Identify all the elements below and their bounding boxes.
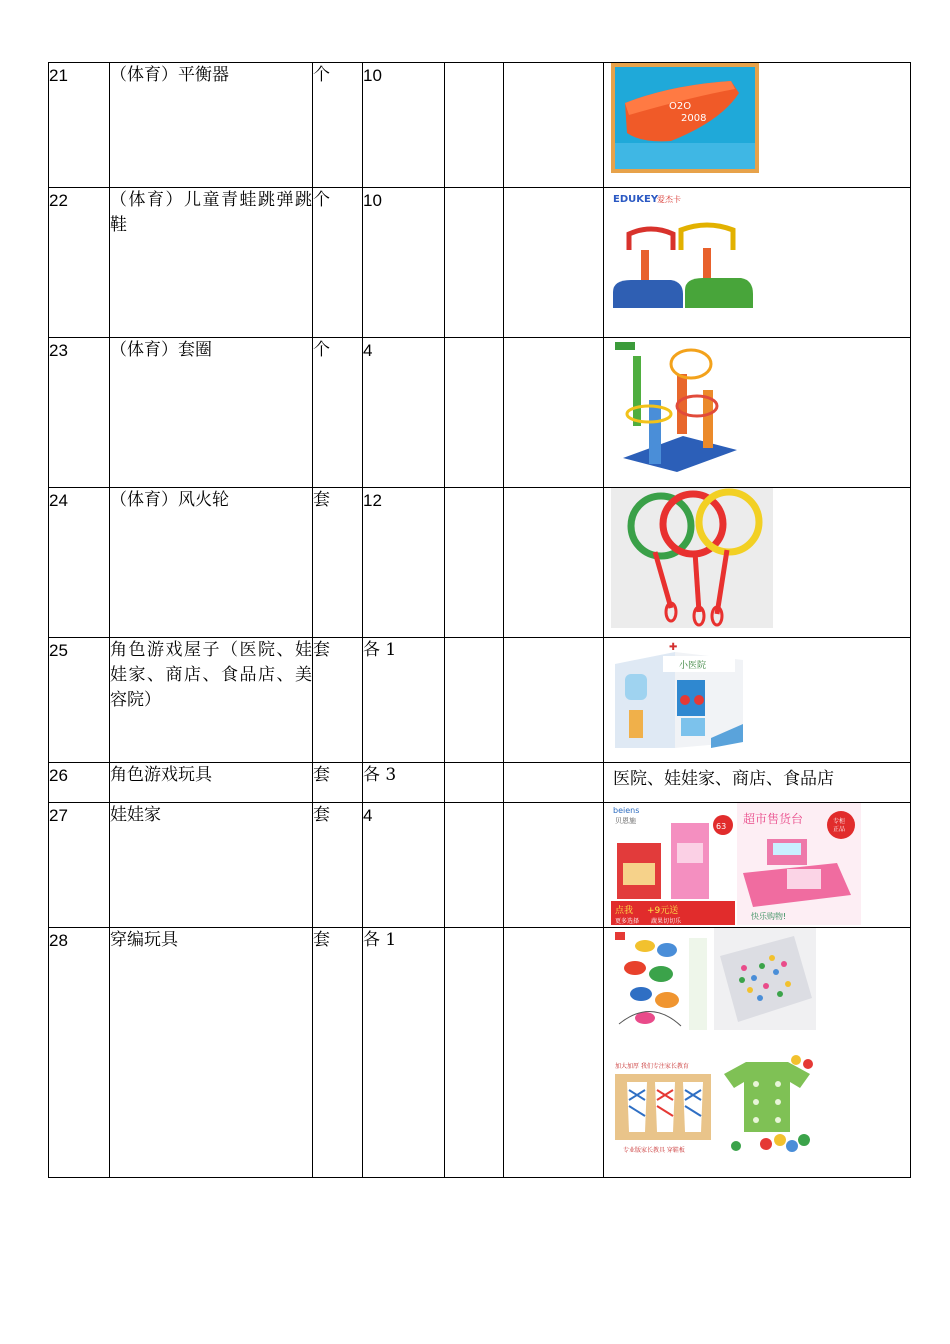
item-name: （体育）风火轮 bbox=[110, 488, 313, 638]
item-image-cell bbox=[604, 803, 911, 928]
item-name: （体育）儿童青蛙跳弹跳鞋 bbox=[110, 188, 313, 338]
table-row bbox=[49, 763, 911, 803]
item-unit: 个 bbox=[313, 188, 363, 338]
svg-text:加大加厚 我们专注家长教育: 加大加厚 我们专注家长教育 bbox=[615, 1063, 689, 1070]
item-unit: 套 bbox=[313, 803, 363, 928]
kitchen-toy-photo bbox=[611, 803, 735, 925]
wind-fire-wheels-photo bbox=[611, 488, 773, 628]
empty-cell bbox=[445, 763, 504, 803]
item-image-cell bbox=[604, 638, 911, 763]
row-number: 22 bbox=[49, 188, 110, 338]
item-name: 角色游戏屋子（医院、娃娃家、商店、食品店、美容院） bbox=[110, 638, 313, 763]
svg-text:EDUKEY: EDUKEY bbox=[613, 194, 659, 205]
row-number: 26 bbox=[49, 763, 110, 803]
item-image-cell bbox=[604, 63, 911, 188]
item-quantity: 10 bbox=[363, 63, 445, 188]
item-quantity: 4 bbox=[363, 803, 445, 928]
svg-text:蔬果切切乐: 蔬果切切乐 bbox=[651, 918, 682, 925]
item-name: 娃娃家 bbox=[110, 803, 313, 928]
row-number: 23 bbox=[49, 338, 110, 488]
svg-text:专业版家长教具 穿鞋板: 专业版家长教具 穿鞋板 bbox=[623, 1147, 685, 1154]
item-image-cell bbox=[604, 488, 911, 638]
role-play-house-photo bbox=[611, 638, 747, 750]
svg-text:贝恩施: 贝恩施 bbox=[615, 817, 636, 825]
inventory-table bbox=[48, 62, 911, 1178]
row-number: 27 bbox=[49, 803, 110, 928]
item-quantity: 各 1 bbox=[363, 928, 445, 1178]
empty-cell bbox=[445, 803, 504, 928]
svg-text:快乐购物!: 快乐购物! bbox=[751, 912, 787, 921]
row-number: 28 bbox=[49, 928, 110, 1178]
empty-cell bbox=[445, 638, 504, 763]
table-row bbox=[49, 188, 911, 338]
svg-text:2008: 2008 bbox=[681, 113, 707, 124]
svg-text:超市售货台: 超市售货台 bbox=[743, 812, 804, 826]
empty-cell bbox=[504, 638, 604, 763]
row-number: 21 bbox=[49, 63, 110, 188]
empty-cell bbox=[504, 928, 604, 1178]
item-quantity: 10 bbox=[363, 188, 445, 338]
empty-cell bbox=[445, 338, 504, 488]
item-unit: 套 bbox=[313, 928, 363, 1178]
item-unit: 套 bbox=[313, 638, 363, 763]
row-number: 25 bbox=[49, 638, 110, 763]
item-image-cell bbox=[604, 338, 911, 488]
empty-cell bbox=[504, 63, 604, 188]
item-image-cell bbox=[604, 188, 911, 338]
table-row bbox=[49, 63, 911, 188]
svg-text:O2O: O2O bbox=[669, 101, 692, 112]
empty-cell bbox=[504, 188, 604, 338]
shoe-lacing-board-photo bbox=[611, 1056, 715, 1156]
item-quantity: 12 bbox=[363, 488, 445, 638]
svg-text:+9元送: +9元送 bbox=[647, 906, 679, 916]
item-name: （体育）套圈 bbox=[110, 338, 313, 488]
item-name: 穿编玩具 bbox=[110, 928, 313, 1178]
empty-cell bbox=[504, 488, 604, 638]
table-row bbox=[49, 803, 911, 928]
table-row bbox=[49, 338, 911, 488]
empty-cell bbox=[445, 188, 504, 338]
cashier-toy-photo bbox=[737, 803, 861, 925]
svg-text:更多选择: 更多选择 bbox=[615, 918, 640, 925]
svg-text:正品: 正品 bbox=[833, 826, 846, 833]
item-unit: 套 bbox=[313, 488, 363, 638]
table-row bbox=[49, 928, 911, 1178]
frog-jump-shoes-photo bbox=[611, 190, 756, 318]
item-quantity: 各 1 bbox=[363, 638, 445, 763]
svg-text:专柜: 专柜 bbox=[833, 818, 846, 825]
empty-cell bbox=[445, 488, 504, 638]
button-shirt-board-photo bbox=[716, 1054, 818, 1160]
svg-text:小医院: 小医院 bbox=[679, 661, 707, 671]
svg-text:beiens: beiens bbox=[613, 806, 640, 815]
empty-cell bbox=[504, 763, 604, 803]
svg-text:63: 63 bbox=[716, 822, 727, 831]
empty-cell bbox=[445, 928, 504, 1178]
item-name: （体育）平衡器 bbox=[110, 63, 313, 188]
table-row bbox=[49, 488, 911, 638]
item-name: 角色游戏玩具 bbox=[110, 763, 313, 803]
empty-cell bbox=[445, 63, 504, 188]
item-quantity: 各 3 bbox=[363, 763, 445, 803]
empty-cell bbox=[504, 338, 604, 488]
item-unit: 个 bbox=[313, 338, 363, 488]
row-number: 24 bbox=[49, 488, 110, 638]
lacing-animals-photo bbox=[611, 928, 715, 1032]
item-unit: 套 bbox=[313, 763, 363, 803]
item-image-cell bbox=[604, 928, 911, 1178]
svg-text:✚: ✚ bbox=[669, 642, 678, 653]
table-row bbox=[49, 638, 911, 763]
item-note: 医院、娃娃家、商店、食品店 bbox=[604, 763, 911, 803]
svg-text:爱杰卡: 爱杰卡 bbox=[657, 195, 681, 204]
item-unit: 个 bbox=[313, 63, 363, 188]
balance-board-photo bbox=[611, 63, 759, 173]
ring-toss-photo bbox=[613, 340, 743, 472]
svg-text:点我: 点我 bbox=[615, 906, 634, 916]
item-quantity: 4 bbox=[363, 338, 445, 488]
empty-cell bbox=[504, 803, 604, 928]
bead-box-photo bbox=[714, 928, 816, 1030]
